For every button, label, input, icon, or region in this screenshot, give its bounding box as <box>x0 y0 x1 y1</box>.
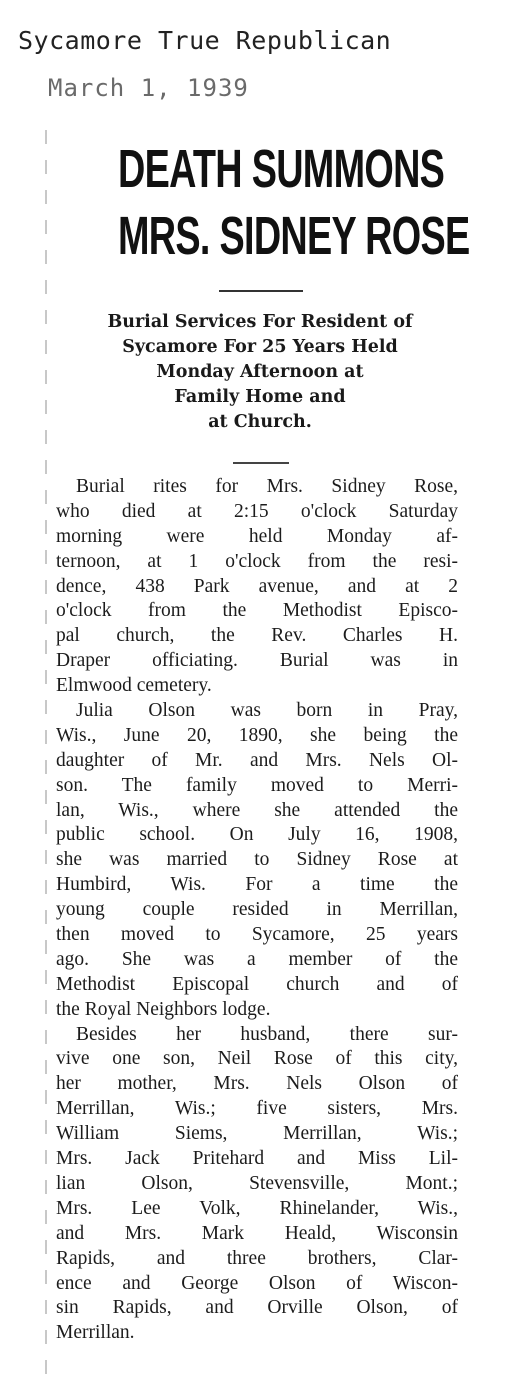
headline-line-2: MRS. SIDNEY ROSE <box>118 206 470 266</box>
text-line: son. The family moved to Merri- <box>56 774 458 796</box>
text-line: vive one son, Neil Rose of this city, <box>56 1048 458 1070</box>
text-line: Methodist Episcopal church and of <box>56 973 458 995</box>
text-line: public school. On July 16, 1908, <box>56 824 458 846</box>
text-line: the Royal Neighbors lodge. <box>56 998 271 1020</box>
text-line: and Mrs. Mark Heald, Wisconsin <box>56 1222 458 1244</box>
article-body <box>56 475 458 1346</box>
subheadline <box>52 310 468 435</box>
publication-date: March 1, 1939 <box>48 74 249 102</box>
text-line: Burial rites for Mrs. Sidney Rose, <box>76 476 458 497</box>
column-edge-marks <box>45 130 47 1380</box>
text-line: sin Rapids, and Orville Olson, of <box>56 1297 458 1319</box>
text-line: young couple resided in Merrillan, <box>56 899 458 921</box>
text-line: daughter of Mr. and Mrs. Nels Ol- <box>56 749 458 771</box>
text-line: ago. She was a member of the <box>56 948 458 970</box>
text-line: lian Olson, Stevensville, Mont.; <box>56 1172 458 1194</box>
text-line: morning were held Monday af- <box>56 525 458 547</box>
paragraph-2 <box>56 699 458 1023</box>
paragraph-3 <box>56 1023 458 1347</box>
text-line: Mrs. Jack Pritehard and Miss Lil- <box>56 1148 458 1170</box>
text-line: who died at 2:15 o'clock Saturday <box>56 500 458 522</box>
subhead-line: Family Home and <box>174 387 346 407</box>
subhead-divider <box>233 462 289 464</box>
text-line: Merrillan. <box>56 1322 135 1344</box>
text-line: her mother, Mrs. Nels Olson of <box>56 1073 458 1095</box>
headline-divider <box>219 290 303 292</box>
text-line: Rapids, and three brothers, Clar- <box>56 1247 458 1269</box>
text-line: then moved to Sycamore, 25 years <box>56 924 458 946</box>
text-line: ternoon, at 1 o'clock from the resi- <box>56 550 458 572</box>
paragraph-1 <box>56 475 458 699</box>
text-line: she was married to Sidney Rose at <box>56 849 458 871</box>
subhead-line: Burial Services For Resident of <box>107 312 413 332</box>
subhead-line: at Church. <box>208 412 312 432</box>
text-line: Elmwood cemetery. <box>56 675 212 697</box>
text-line: Besides her husband, there sur- <box>76 1023 458 1045</box>
text-line: Merrillan, Wis.; five sisters, Mrs. <box>56 1098 458 1120</box>
text-line: William Siems, Merrillan, Wis.; <box>56 1123 458 1145</box>
text-line: Julia Olson was born in Pray, <box>76 700 458 722</box>
text-line: ence and George Olson of Wiscon- <box>56 1272 458 1294</box>
text-line: Mrs. Lee Volk, Rhinelander, Wis., <box>56 1197 458 1219</box>
subhead-line: Monday Afternoon at <box>156 362 364 382</box>
text-line: dence, 438 Park avenue, and at 2 <box>56 575 458 597</box>
text-line: Draper officiating. Burial was in <box>56 650 458 672</box>
text-line: o'clock from the Methodist Episco- <box>56 600 458 622</box>
text-line: Humbird, Wis. For a time the <box>56 874 458 896</box>
text-line: Wis., June 20, 1890, she being the <box>56 724 458 746</box>
text-line: lan, Wis., where she attended the <box>56 799 458 821</box>
headline-line-1: DEATH SUMMONS <box>118 139 445 199</box>
subhead-line: Sycamore For 25 Years Held <box>122 337 398 357</box>
text-line: pal church, the Rev. Charles H. <box>56 625 458 647</box>
newspaper-name: Sycamore True Republican <box>18 26 392 55</box>
